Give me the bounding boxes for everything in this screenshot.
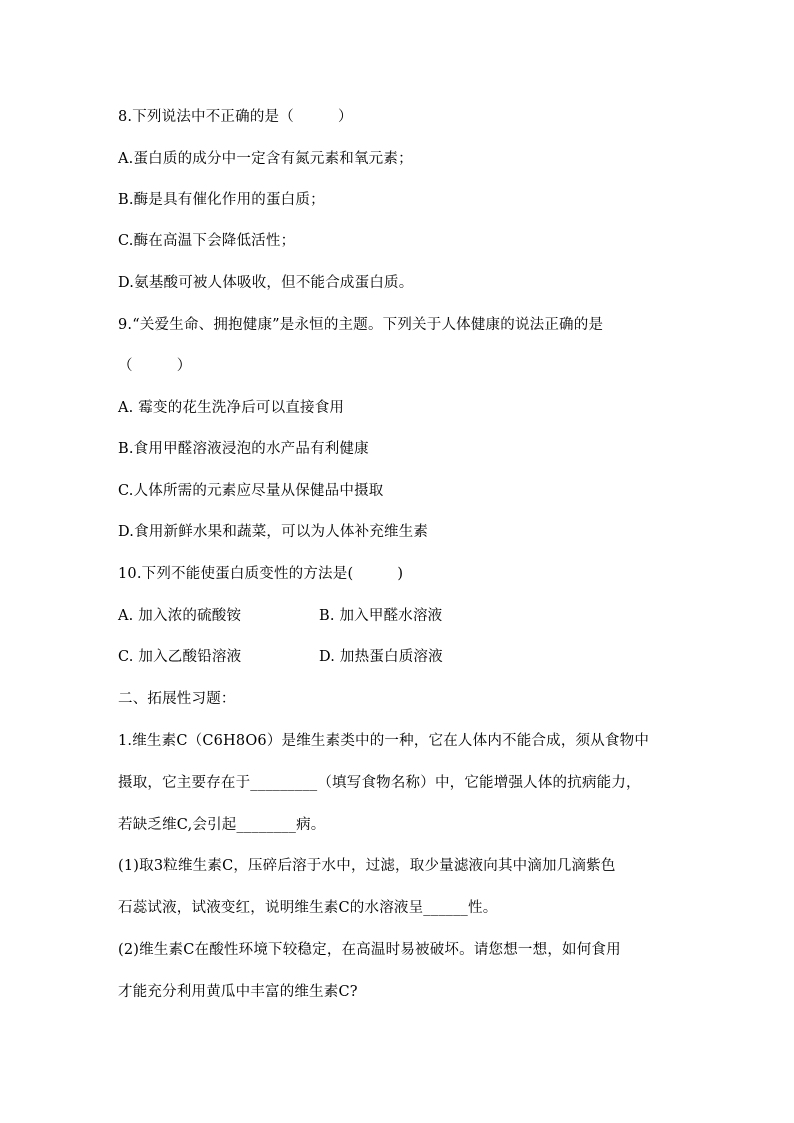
- section-heading: 二、拓展性习题：: [118, 691, 236, 707]
- q9-stem-line2: （ ）: [118, 358, 192, 374]
- q9-option-a: A. 霉变的花生洗净后可以直接食用: [118, 400, 345, 416]
- sub2-line1: (2)维生素C在酸性环境下较稳定，在高温时易被破坏。请您想一想，如何食用: [118, 942, 621, 958]
- sub1-line2: 石蕊试液，试液变红，说明维生素C的水溶液呈______性。: [118, 900, 498, 916]
- q10-options-row2: [118, 647, 443, 667]
- q10-option-d: D. 加热蛋白质溶液: [319, 649, 443, 665]
- sub2-line2: 才能充分利用黄瓜中丰富的维生素C?: [118, 984, 358, 1000]
- q9-option-c: C.人体所需的元素应尽量从保健品中摄取: [118, 483, 384, 499]
- q10-option-c: C. 加入乙酸铅溶液: [118, 649, 242, 665]
- q8-stem: 8.下列说法中不正确的是（ ）: [118, 109, 353, 125]
- q8-option-a: A.蛋白质的成分中一定含有氮元素和氧元素；: [118, 151, 413, 167]
- q9-option-d: D.食用新鲜水果和蔬菜，可以为人体补充维生素: [118, 524, 429, 540]
- q9-option-b: B.食用甲醛溶液浸泡的水产品有利健康: [118, 441, 369, 457]
- q8-option-c: C.酶在高温下会降低活性；: [118, 233, 296, 249]
- q9-stem-line1: 9.“关爱生命、拥抱健康”是永恒的主题。下列关于人体健康的说法正确的是: [118, 317, 604, 333]
- p1-line1: 1.维生素C（C6H8O6）是维生素类中的一种，它在人体内不能合成，须从食物中: [118, 733, 650, 749]
- q10-stem: 10.下列不能使蛋白质变性的方法是( ): [118, 566, 404, 582]
- q8-option-d: D.氨基酸可被人体吸收，但不能合成蛋白质。: [118, 275, 414, 291]
- q10-option-b: B. 加入甲醛水溶液: [319, 608, 443, 624]
- q10-option-a: A. 加入浓的硫酸铵: [118, 608, 242, 624]
- sub1-line1: (1)取3粒维生素C，压碎后溶于水中，过滤，取少量滤液向其中滴加几滴紫色: [118, 858, 616, 874]
- p1-line3: 若缺乏维C,会引起________病。: [118, 817, 326, 833]
- q8-option-b: B.酶是具有催化作用的蛋白质；: [118, 192, 325, 208]
- q10-options-row1: [118, 606, 443, 626]
- p1-line2: 摄取，它主要存在于_________（填写食物名称）中，它能增强人体的抗病能力，: [118, 775, 641, 791]
